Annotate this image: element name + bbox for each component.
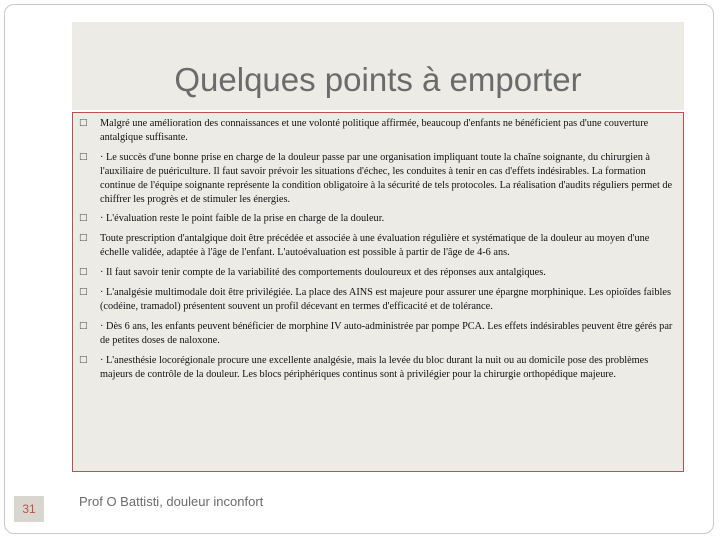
bullet-text: · Le succès d'une bonne prise en charge de la douleur passe par une organisation impliquant toute la chaîne soignante, du chirurgien à l'auxiliaire de puériculture. Il faut savoir prévoir les situations d'échec, les conduites à tenir en cas d'effets indésirables. La formation continue de l'équipe soignante représente la condition obligatoire à la sécurité de tels protocoles. La réalisation d'audits réguliers permet de chiffrer les progrès et de stimuler les énergies. <box>100 151 673 205</box>
bullet-text: · Il faut savoir tenir compte de la variabilité des comportements douloureux et des réponses aux antalgiques. <box>100 267 546 279</box>
bullet-item <box>78 232 678 260</box>
bullet-text: · L'anesthésie locorégionale procure une excellente analgésie, mais la levée du bloc durant la nuit ou au domicile pose des problèmes majeurs de contrôle de la douleur. Les blocs périphériques continus sont à privilégier pour la chirurgie orthopédique majeure. <box>100 354 649 380</box>
bullet-item <box>78 212 678 226</box>
hollow-square-bullet-icon: □ <box>79 118 88 128</box>
bullet-item <box>78 151 678 207</box>
hollow-square-bullet-icon: □ <box>79 354 88 365</box>
bullet-item <box>78 354 678 382</box>
bullet-list <box>78 117 678 388</box>
hollow-square-bullet-icon: □ <box>79 287 88 298</box>
bullet-text: Toute prescription d'antalgique doit être précédée et associée à une évaluation régulière et systématique de la douleur au moyen d'une échelle validée, adaptée à l'âge de l'enfant. L'autoévaluation est possible à partir de l'âge de 4-6 ans. <box>100 233 650 259</box>
hollow-square-bullet-icon: □ <box>79 151 88 162</box>
bullet-item <box>78 117 678 145</box>
bullet-item <box>78 266 678 280</box>
bullet-item <box>78 286 678 314</box>
slide-number: 31 <box>14 496 44 522</box>
hollow-square-bullet-icon: □ <box>79 213 88 224</box>
hollow-square-bullet-icon: □ <box>79 233 88 244</box>
bullet-item <box>78 320 678 348</box>
bullet-text: · L'évaluation reste le point faible de la prise en charge de la douleur. <box>100 213 385 225</box>
slide-title: Quelques points à emporter <box>174 61 582 98</box>
bullet-text: · Dès 6 ans, les enfants peuvent bénéficier de morphine IV auto-administrée par pompe PCA. Les effets indésirables peuvent être gérés par de petites doses de naloxone. <box>100 320 673 346</box>
hollow-square-bullet-icon: □ <box>79 267 88 278</box>
footer-text: Prof O Battisti, douleur inconfort <box>79 494 264 509</box>
bullet-text: · L'analgésie multimodale doit être privilégiée. La place des AINS est majeure pour assurer une épargne morphinique. Les opioïdes faibles (codéine, tramadol) présentent souvent un profil décevant en termes d'efficacité et de tolérance. <box>100 287 671 312</box>
hollow-square-bullet-icon: □ <box>79 320 88 331</box>
bullet-text: Malgré une amélioration des connaissances et une volonté politique affirmée, beaucoup d'enfants ne bénéficient pas d'une couverture antalgique suffisante. <box>100 118 649 143</box>
